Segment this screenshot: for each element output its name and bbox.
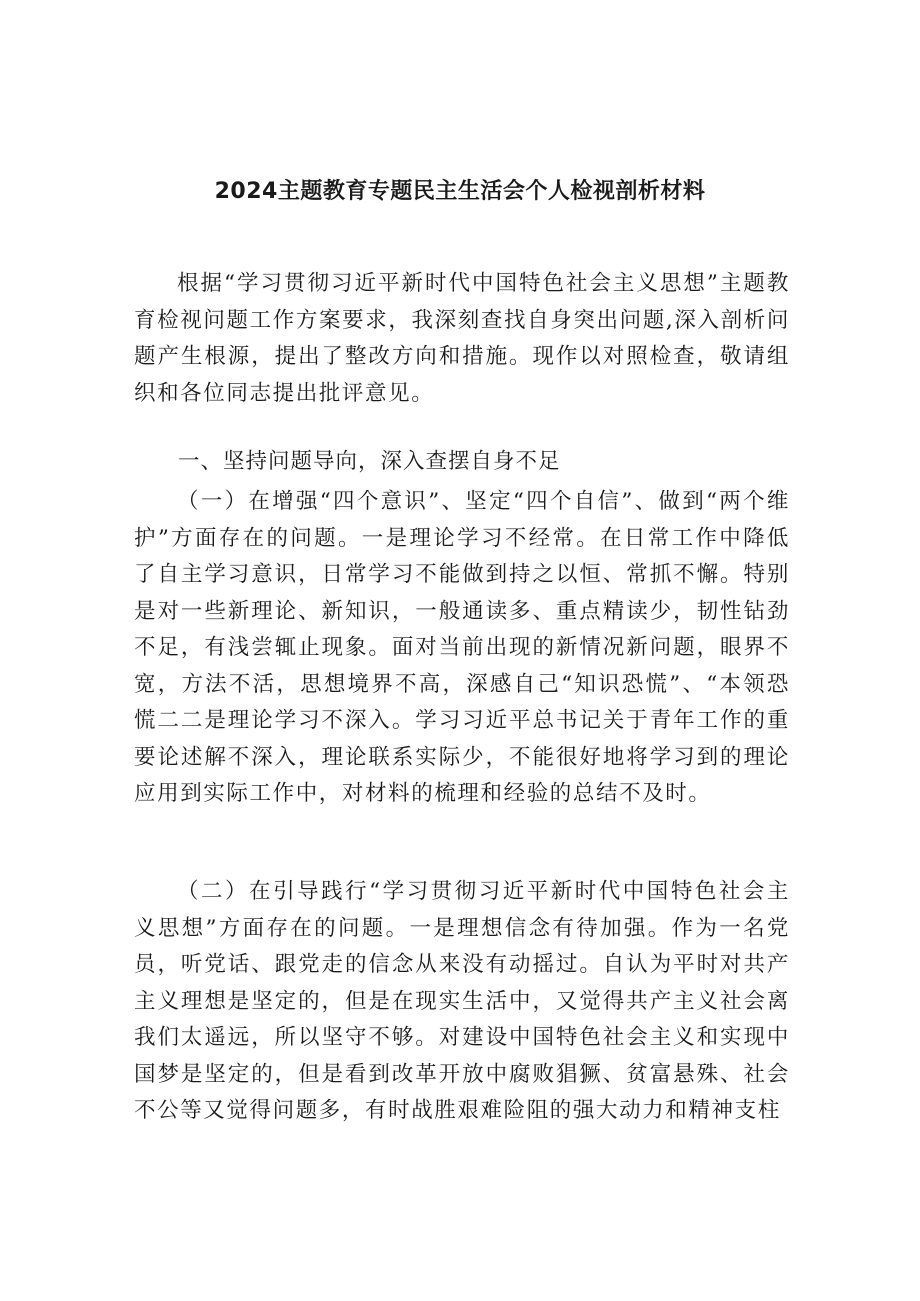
subsection-paragraph-1: （一）在增强“四个意识”、坚定“四个自信”、做到“两个维护”方面存在的问题。一是理论学习不经常。在日常工作中降低了自主学习意识，日常学习不能做到持之以恒、常抓不懈。特别是对一些新理论、新知识，一般通读多、重点精读少，韧性钻劲不足，有浅尝辄止现象。面对当前出现的新情况新问题，眼界不宽，方法不活，思想境界不高，深感自己“知识恐慌”、“本领恐慌二二是理论学习不深入。学习习近平总书记关于青年工作的重要论述解不深入，理论联系实际少，不能很好地将学习到的理论应用到实际工作中，对材料的梳理和经验的总结不及时。 bbox=[134, 489, 790, 806]
section-heading: 一、坚持问题导向，深入查摆自身不足 bbox=[178, 449, 561, 474]
subsection-paragraph-2: （二）在引导践行“学习贯彻习近平新时代中国特色社会主义思想”方面存在的问题。一是理想信念有待加强。作为一名党员，听党话、跟党走的信念从来没有动摇过。自认为平时对共产主义理想是坚定的，但是在现实生活中，又觉得共产主义社会离我们太遥远，所以坚守不够。对建设中国特色社会主义和实现中国梦是坚定的，但是看到改革开放中腐败猖獗、贫富悬殊、社会不公等又觉得问题多，有时战胜艰难险阻的强大动力和精神支柱 bbox=[134, 879, 790, 1123]
document-title: 2024主题教育专题民主生活会个人检视剖析材料 bbox=[214, 179, 706, 204]
intro-paragraph: 根据“学习贯彻习近平新时代中国特色社会主义思想”主题教育检视问题工作方案要求，我深刻查找自身突出问题,深入剖析问题产生根源，提出了整改方向和措施。现作以对照检查，敬请组织和各位同志提出批评意见。 bbox=[134, 271, 790, 406]
